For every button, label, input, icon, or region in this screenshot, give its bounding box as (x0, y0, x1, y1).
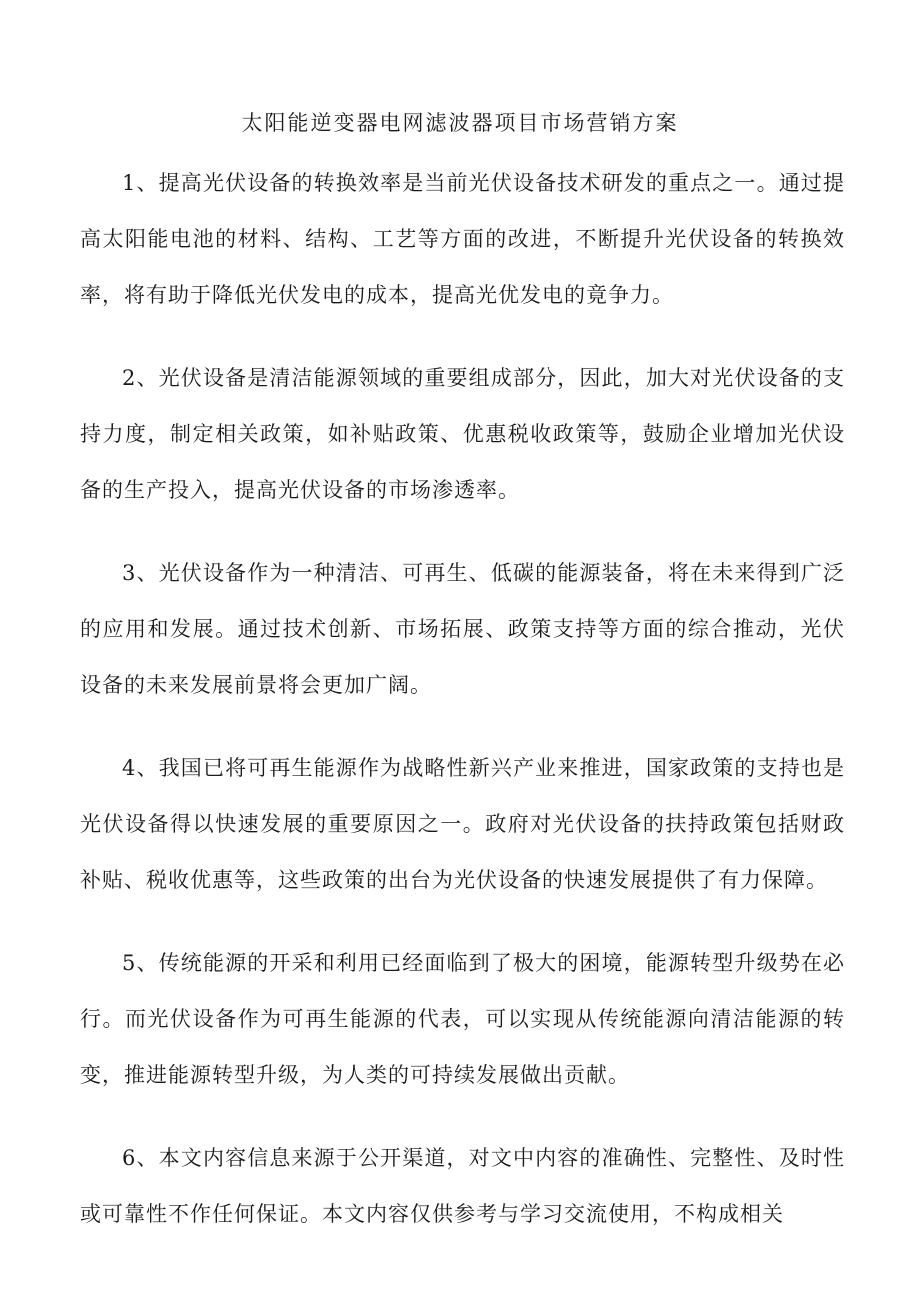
paragraph-4: 4、我国已将可再生能源作为战略性新兴产业来推进，国家政策的支持也是光伏设备得以快速发展的重要原因之一。政府对光伏设备的扶持政策包括财政补贴、税收优惠等，这些政策的出台为光伏设备的快速发展提供了有力保障。 (80, 756, 845, 892)
paragraph-1: 1、提高光伏设备的转换效率是当前光伏设备技术研发的重点之一。通过提高太阳能电池的材料、结构、工艺等方面的改进，不断提升光伏设备的转换效率，将有助于降低光伏发电的成本，提高光优发电的竟争力。 (80, 171, 845, 307)
paragraph-5: 5、传统能源的开采和利用已经面临到了极大的困境，能源转型升级势在必行。而光伏设备作为可再生能源的代表，可以实现从传统能源向清洁能源的转变，推进能源转型升级，为人类的可持续发展做出贡献。 (80, 951, 845, 1087)
document-title: 太阳能逆变器电网滤波器项目市场营销方案 (241, 111, 679, 135)
paragraph-6: 6、本文内容信息来源于公开渠道，对文中内容的准确性、完整性、及时性或可靠性不作任何保证。本文内容仅供参考与学习交流使用，不构成相关 (80, 1146, 845, 1226)
paragraph-3: 3、光伏设备作为一种清洁、可再生、低碳的能源装备，将在未来得到广泛的应用和发展。通过技术创新、市场拓展、政策支持等方面的综合推动，光伏设备的未来发展前景将会更加广阔。 (80, 561, 845, 697)
paragraph-2: 2、光伏设备是清洁能源领域的重要组成部分，因此，加大对光伏设备的支持力度，制定相关政策，如补贴政策、优惠税收政策等，鼓励企业增加光伏设备的生产投入，提高光伏设备的市场渗透率。 (80, 366, 845, 502)
document-body (80, 155, 845, 1269)
